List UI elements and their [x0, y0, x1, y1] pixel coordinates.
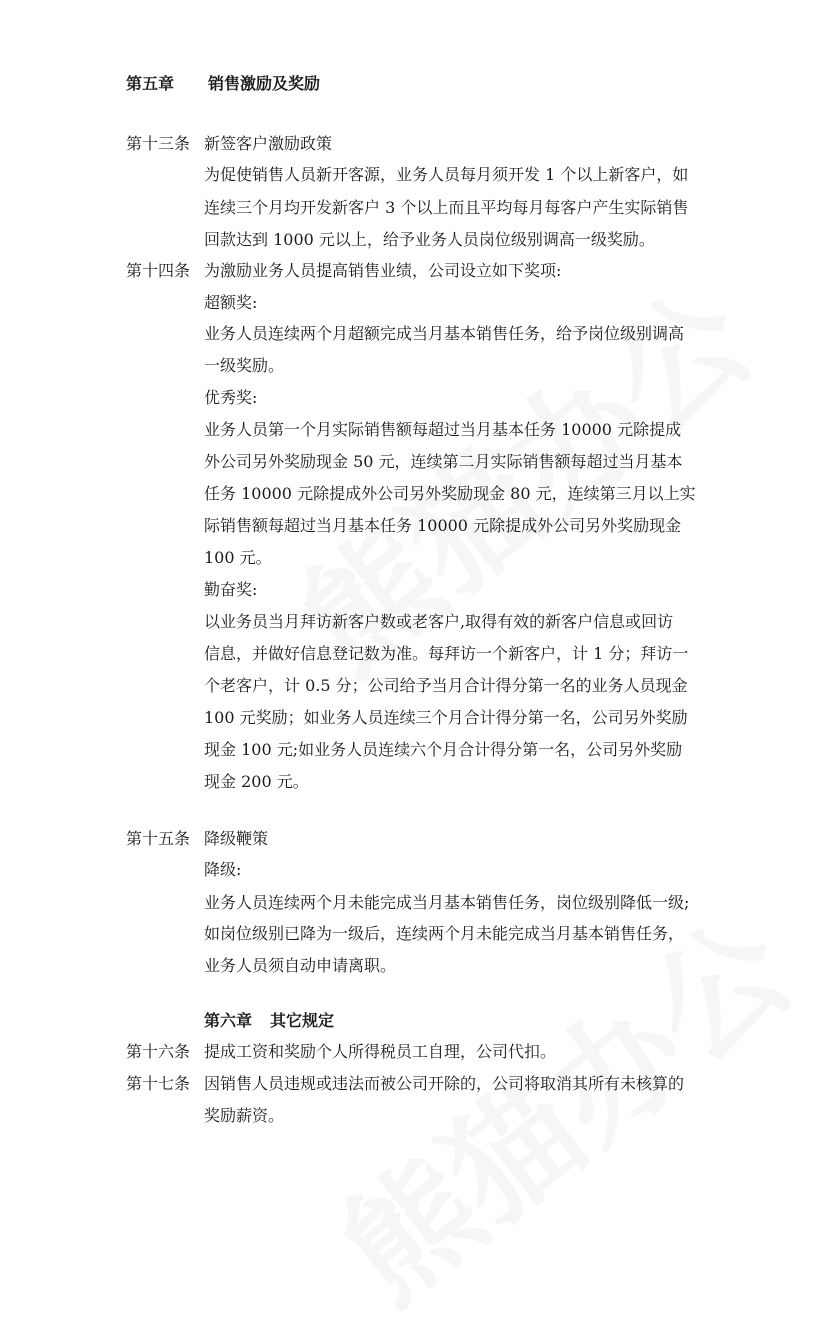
paragraph-line: 因销售人员违规或违法而被公司开除的，公司将取消其所有未核算的 — [204, 1074, 685, 1093]
paragraph-line: 业务人员须自动申请离职。 — [204, 956, 397, 975]
paragraph-line: 回款达到 1000 元以上，给予业务人员岗位级别调高一级奖励。 — [204, 230, 655, 249]
award-name: 优秀奖: — [204, 388, 258, 407]
article-number: 第十四条 — [126, 261, 191, 280]
article-number: 第十七条 — [126, 1074, 191, 1093]
award-name: 降级: — [204, 860, 242, 879]
paragraph-line: 业务人员连续两个月未能完成当月基本销售任务，岗位级别降低一级; — [204, 893, 690, 912]
paragraph-line: 外公司另外奖励现金 50 元，连续第二月实际销售额每超过当月基本 — [204, 452, 683, 471]
chapter-heading — [126, 72, 320, 96]
paragraph-line: 提成工资和奖励个人所得税员工自理，公司代扣。 — [204, 1042, 557, 1061]
award-name: 勤奋奖: — [204, 580, 258, 599]
article-number: 第十三条 — [126, 134, 191, 153]
paragraph-line: 信息，并做好信息登记数为准。每拜访一个新客户，计 1 分；拜访一 — [204, 644, 689, 663]
paragraph-line: 以业务员当月拜访新客户数或老客户,取得有效的新客户信息或回访 — [204, 612, 674, 631]
award-name: 超额奖: — [204, 293, 258, 312]
paragraph-line: 际销售额每超过当月基本任务 10000 元除提成外公司另外奖励现金 — [204, 516, 682, 535]
paragraph-line: 任务 10000 元除提成外公司另外奖励现金 80 元，连续第三月以上实 — [204, 484, 696, 503]
article-number: 第十五条 — [126, 829, 191, 848]
chapter-title: 其它规定 — [270, 1011, 335, 1030]
chapter-title: 销售激励及奖励 — [208, 74, 321, 93]
paragraph-line: 现金 100 元;如业务人员连续六个月合计得分第一名，公司另外奖励 — [204, 740, 683, 759]
paragraph-line: 业务人员连续两个月超额完成当月基本销售任务，给予岗位级别调高 — [204, 324, 685, 343]
paragraph-line: 连续三个月均开发新客户 3 个以上而且平均每月每客户产生实际销售 — [204, 198, 689, 217]
article-title: 降级鞭策 — [204, 829, 269, 848]
paragraph-line: 100 元。 — [204, 548, 272, 567]
chapter-number: 第五章 — [126, 74, 175, 93]
paragraph-line: 个老客户，计 0.5 分；公司给予当月合计得分第一名的业务人员现金 — [204, 676, 688, 695]
article-number: 第十六条 — [126, 1042, 191, 1061]
paragraph-line: 100 元奖励；如业务人员连续三个月合计得分第一名，公司另外奖励 — [204, 708, 688, 727]
paragraph-line: 奖励薪资。 — [204, 1106, 285, 1125]
paragraph-line: 现金 200 元。 — [204, 772, 309, 791]
article-title: 新签客户激励政策 — [204, 134, 333, 153]
paragraph-line: 业务人员第一个月实际销售额每超过当月基本任务 10000 元除提成 — [204, 420, 682, 439]
paragraph-line: 如岗位级别已降为一级后，连续两个月未能完成当月基本销售任务， — [204, 924, 685, 943]
chapter-heading — [204, 1009, 334, 1033]
chapter-number: 第六章 — [204, 1011, 253, 1030]
paragraph-line: 为促使销售人员新开客源，业务人员每月须开发 1 个以上新客户，如 — [204, 165, 689, 184]
paragraph-line: 一级奖励。 — [204, 356, 285, 375]
article-title: 为激励业务人员提高销售业绩，公司设立如下奖项: — [204, 261, 562, 280]
